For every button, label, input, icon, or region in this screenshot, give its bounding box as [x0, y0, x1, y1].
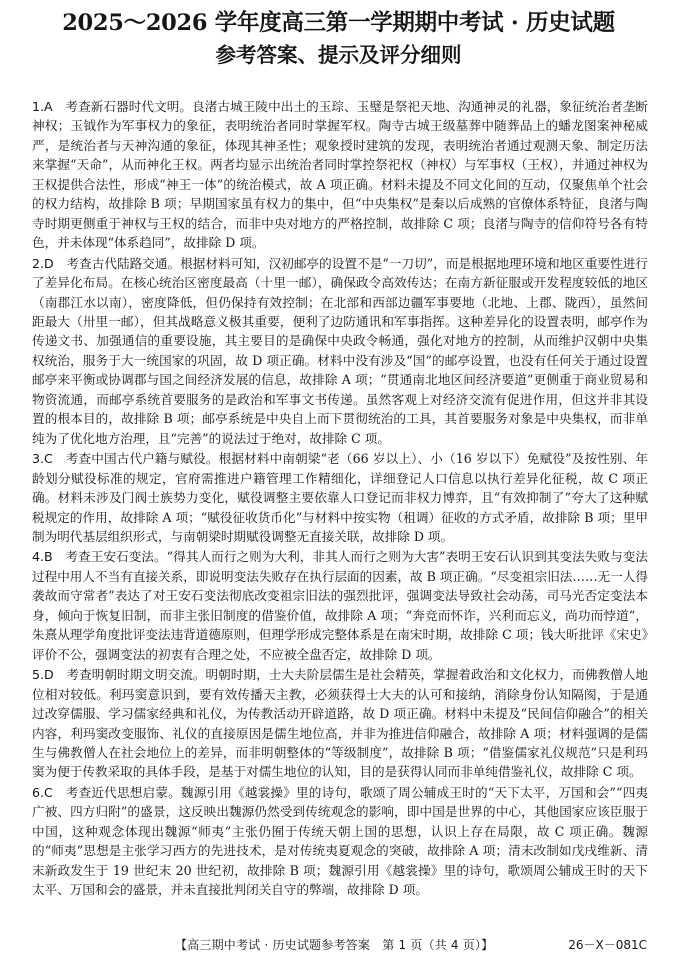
footer-page-label: 【高三期中考试 · 历史试题参考答案 第 1 页（共 4 页）】 [175, 938, 494, 952]
answer-item-1 [32, 97, 648, 253]
answer-number: 4. [32, 549, 45, 565]
answer-explanation: 考查明朝时期文明交流。明朝时期，士大夫阶层儒生是社会精英，掌握着政治和文化权力，而佛教僧人地位相对较低。利玛窦意识到，要有效传播天主教，必须获得士大夫的认可和接纳，消除身份认知隔阂，于是通过改穿儒服、学习儒家经典和礼仪，为传教活动开辟道路，故 D 项正确。材料中未提及“民间信仰融合”的相关内容，利玛窦改变服饰、礼仪的直接原因是儒生地位高，并非为推进信仰融合，故排除 A 项；材料强调的是儒生与佛教僧人在社会地位上的差异，而非明朝整体的“等级制度”，故排除 B 项；“借鉴儒家礼仪规范”只是利玛窦为便于传教采取的具体手段，是基于对儒生地位的认知，目的是获得认同而非单纯借鉴礼仪，故排除 C 项。 [32, 667, 649, 780]
answer-choice: D [44, 667, 54, 683]
answer-choice: C [44, 451, 53, 467]
answer-choice: B [44, 549, 53, 565]
answer-explanation: 考查新石器时代文明。良渚古城王陵中出土的玉琮、玉璧是祭祀天地、沟通神灵的礼器，象征统治者垄断神权；玉钺作为军事权力的象征，表明统治者同时掌握军权。陶寺古城王级墓葬中随葬品上的蟠龙图案神秘威严，是统治者与天神沟通的象征，体现其神圣性；观象授时建筑的发现，表明统治者通过观测天象、制定历法来掌握“天命”，从而神化王权。两者均显示出统治者同时掌控祭祀权（神权）与军事权（王权），并通过神权为王权提供合法性，形成“神王一体”的统治模式，故 A 项正确。材料未提及不同文化间的互动，仅聚焦单个社会的权力结构，故排除 B 项；早期国家虽有权力的集中，但“中央集权”是秦以后成熟的官僚体系特征，良渚与陶寺时期更侧重于神权与王权的结合，而非中央对地方的严格控制，故排除 C 项；良渚与陶寺的信仰符号各有特色，并未体现“体系趋同”，故排除 D 项。 [32, 99, 649, 251]
page-subtitle: 参考答案、提示及评分细则 [215, 43, 462, 67]
page-footer [0, 935, 677, 955]
answer-choice: D [44, 255, 54, 271]
answer-explanation: 考查近代思想启蒙。魏源引用《越裳操》里的诗句，歌颂了周公辅成王时的“天下太平，万国和会”“四夷广被、四方归附”的盛景，这反映出魏源仍然受到传统观念的影响，即中国是世界的中心，其他国家应该臣服于中国，这种观念体现出魏源“师夷”主张仍囿于传统天朝上国的思想，认识上存在局限，故 C 项正确。魏源的“师夷”思想是主张学习西方的先进技术，是对传统夷夏观念的突破，故排除 A 项；清末改制如戊戌维新、清末新政发生于 19 世纪末 20 世纪初，故排除 B 项；魏源引用《越裳操》里的诗句，歌颂周公辅成王时的天下太平、万国和会的盛景，并未直接批判闭关自守的弊端，故排除 D 项。 [32, 784, 648, 898]
answer-item-5 [32, 665, 648, 782]
footer-paper-code: 26－X－081C [568, 938, 647, 952]
answer-explanation: 考查古代陆路交通。根据材料可知，汉初邮亭的设置不是“一刀切”，而是根据地理环境和地区重要性进行了差异化布局。在核心统治区密度最高（十里一邮），确保政令高效传达；在南方新征服或开发程度较低的地区（南郡江水以南），密度降低，但仍保持有效控制；在北部和西部边疆军事要地（北地、上郡、陇西），虽然间距最大（卅里一邮），但其战略意义极其重要，便利了边防通讯和军事指挥。这种差异化的设置表明，邮亭作为传递文书、加强通信的重要设施，其主要目的是确保中央政令畅通，强化对地方的控制，从而维护汉朝中央集权统治，服务于大一统国家的巩固，故 D 项正确。材料中没有涉及“国”的邮亭设置，也没有任何关于通过设置邮亭来平衡或协调郡与国之间经济发展的信息，故排除 A 项；“贯通南北地区间经济要道”更侧重于商业贸易和物资流通，而邮亭系统首要服务的是政治和军事文书传递。虽然客观上对经济交流有促进作用，但这并非其设置的根本目的，故排除 B 项；邮亭系统是中央自上而下贯彻统治的工具，其首要服务对象是中央集权，而非单纯为了优化地方治理，且“完善”的说法过于绝对，故排除 C 项。 [32, 255, 648, 446]
answer-choice: C [44, 784, 53, 800]
answer-item-3 [32, 449, 648, 546]
answer-number: 3. [32, 451, 45, 467]
answer-choice: A [44, 99, 53, 114]
page-title: 2025～2026 学年度高三第一学期期中考试 · 历史试题 [62, 10, 615, 36]
answer-item-2 [32, 254, 648, 449]
answer-number: 6. [32, 784, 45, 800]
answer-number: 1. [32, 99, 45, 114]
answer-item-6 [32, 783, 648, 900]
answer-list [32, 97, 648, 901]
answer-item-4 [32, 547, 648, 664]
answer-number: 5. [32, 667, 45, 683]
answer-number: 2. [32, 255, 45, 271]
answer-explanation: 考查中国古代户籍与赋役。根据材料中南朝梁“老（66 岁以上）、小（16 岁以下）免赋役”及按性别、年龄划分赋役标准的规定，官府需推进户籍管理工作精细化，详细登记人口信息以执行差异化征税，故 C 项正确。材料未涉及门阀士族势力变化，赋役调整主要依靠人口登记而非权力博弈，且“有效抑制了”夸大了这种赋税规定的作用，故排除 A 项；“赋役征收货币化”与材料中按实物（租调）征收的方式矛盾，故排除 B 项；里甲制为明代基层组织形式，与南朝梁时期赋役调整无直接关联，故排除 D 项。 [32, 451, 649, 544]
answer-explanation: 考查王安石变法。“得其人而行之则为大利，非其人而行之则为大害”表明王安石认识到其变法失败与变法过程中用人不当有直接关系，即说明变法失败存在执行层面的因素，故 B 项正确。“尽变祖宗旧法……无一人得袭故而守常者”表达了对王安石变法彻底改变祖宗旧法的强烈批评，强调变法导致社会动荡，司马光否定变法本身，倾向于恢复旧制，而非主张旧制度的借鉴价值，故排除 A 项；“奔竞而怀诈，兴利而忘义，尚功而悖道”，朱熹从理学角度批评变法违背道德原则，但理学形成完整体系是在南宋时期，故排除 C 项；钱大昕批评《宋史》评价不公，强调变法的初衷有合理之处，不应被全盘否定，故排除 D 项。 [32, 549, 648, 662]
